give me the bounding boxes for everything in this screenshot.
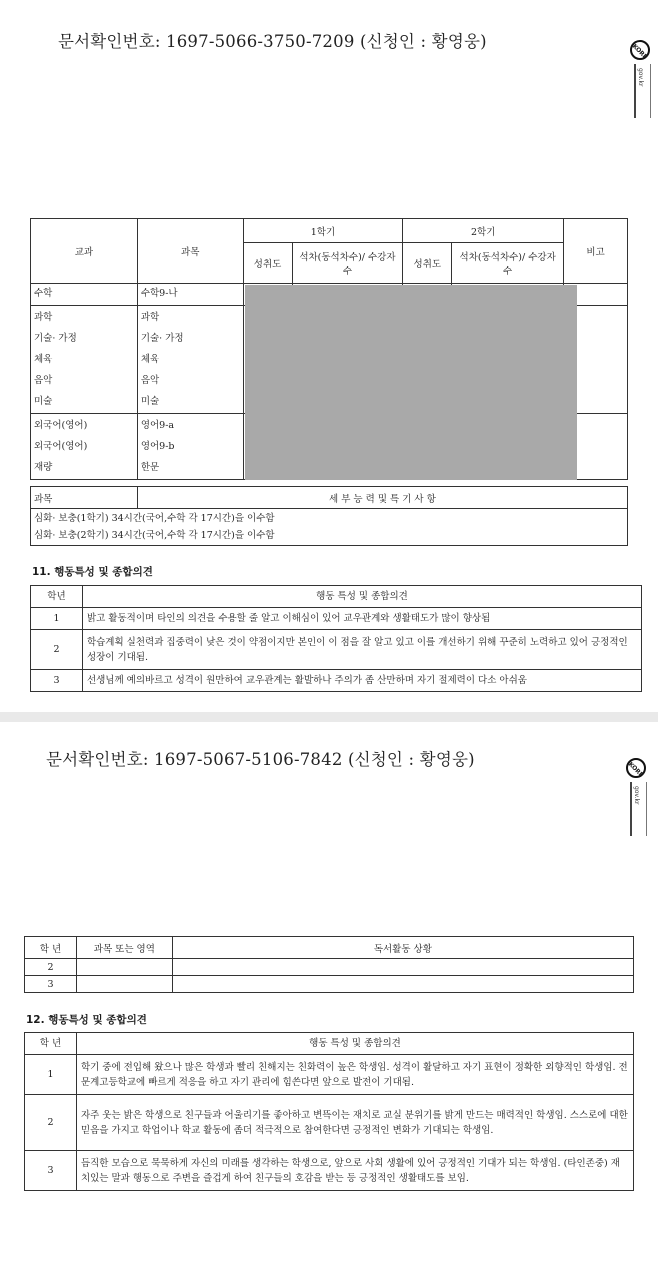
reading-header-area: 과목 또는 영역: [76, 937, 172, 959]
behavior-table: [30, 585, 642, 692]
behavior-grade: 1: [31, 608, 83, 630]
subject-area-cell: 기술· 가정: [34, 333, 77, 344]
subject-area-group: [31, 306, 138, 414]
behavior-opinion: 듬직한 모습으로 묵묵하게 자신의 미래를 생각하는 학생으로, 앞으로 사회 생활에 있어 긍정적인 기대가 되는 학생임. (타인존중) 재치있는 말과 행동으로 주변을 즐겁게 하여 친구들의 호감을 받는 등 긍정적인 생활태도를 보임.: [76, 1151, 633, 1191]
subject-area-group: [31, 414, 138, 480]
behavior-header-opinion: 행동 특성 및 종합의견: [82, 586, 641, 608]
behavior-header-opinion: 행동 특성 및 종합의견: [76, 1033, 633, 1055]
header-subject: 과목: [137, 219, 243, 284]
subject-area-cell: 미술: [34, 396, 53, 407]
behavior-table: [24, 1032, 634, 1191]
behavior-grade: 2: [25, 1095, 77, 1151]
behavior-opinion: 학기 중에 전입해 왔으나 많은 학생과 빨리 친해지는 친화력이 높은 학생임. 성격이 활달하고 자기 표현이 정확한 외향적인 학생임. 전문계고등학교에 빠르게 적응을 하고 자기 관리에 힘쓴다면 앞으로 발전이 기대됨.: [76, 1055, 633, 1095]
subject-cell: 과학: [140, 312, 160, 323]
behavior-opinion: 선생님께 예의바르고 성격이 원만하여 교우관계는 활발하나 주의가 좀 산만하며 자기 절제력이 다소 아쉬움: [82, 670, 641, 692]
subject-area-cell: 체육: [34, 354, 53, 365]
header-rank-1: 석차(동석차수)/ 수강자수: [292, 243, 403, 284]
subject-cell: 영어9-b: [140, 441, 175, 452]
subject-group: [137, 306, 243, 414]
header-rank-2: 석차(동석차수)/ 수강자수: [452, 243, 564, 284]
behavior-grade: 3: [25, 1151, 77, 1191]
subject-area-cell: 외국어(영어): [34, 441, 88, 452]
behavior-section-title: 11. 행동특성 및 종합의견: [32, 566, 153, 578]
subject-group: [137, 414, 243, 480]
gov-seal-icon: KORE gov.kr: [630, 40, 652, 118]
subject-area-cell: 음악: [34, 375, 53, 386]
header-achievement-2: 성취도: [403, 243, 452, 284]
behavior-grade: 1: [25, 1055, 77, 1095]
header-achievement-1: 성취도: [243, 243, 292, 284]
subject-cell: 영어9-a: [140, 420, 175, 431]
reading-grade: 3: [25, 976, 77, 993]
header-subject-area: 교과: [31, 219, 138, 284]
detail-header-subject: 과목: [31, 487, 138, 509]
behavior-header-grade: 학 년: [25, 1033, 77, 1055]
subject-cell: 기술· 가정: [140, 333, 184, 344]
reading-grade: 2: [25, 959, 77, 976]
document-page-2: [0, 722, 658, 1278]
subject-cell: 체육: [140, 354, 160, 365]
subject-area-cell: 재량: [34, 462, 53, 473]
behavior-opinion: 자주 웃는 밝은 학생으로 친구들과 어울리기를 좋아하고 변뜩이는 재치로 교실 분위기를 밝게 만드는 매력적인 학생임. 스스로에 대한 믿음을 가지고 학업이나 학교 활동에 좀더 적극적으로 참여한다면 긍정적인 변화가 기대되는 학생임.: [76, 1095, 633, 1151]
subject-area-cell: 과학: [34, 312, 53, 323]
subject-area-cell: 수학: [31, 284, 138, 306]
header-semester-2: 2학기: [403, 219, 564, 243]
document-number: 문서확인번호: 1697-5066-3750-7209 (신청인 : 황영웅): [58, 32, 487, 51]
subject-cell: 음악: [140, 375, 160, 386]
subject-cell: 한문: [140, 462, 160, 473]
subject-cell: 미술: [140, 396, 160, 407]
subject-area-cell: 외국어(영어): [34, 420, 88, 431]
behavior-opinion: 학습계획 실천력과 집중력이 낮은 것이 약점이지만 본인이 이 점을 잘 알고 있고 이를 개선하기 위해 꾸준히 노력하고 있어 긍정적인 성장이 기대됨.: [82, 630, 641, 670]
behavior-section-title: 12. 행동특성 및 종합의견: [26, 1014, 147, 1026]
reading-table: [24, 936, 634, 993]
behavior-grade: 2: [31, 630, 83, 670]
detail-line: 심화· 보충(2학기) 34시간(국어,수학 각 17시간)을 이수함: [34, 530, 275, 541]
redacted-grades-block: [245, 285, 577, 480]
behavior-grade: 3: [31, 670, 83, 692]
behavior-opinion: 밝고 활동적이며 타인의 의견을 수용할 줄 알고 이해심이 있어 교우관계와 생활태도가 많이 향상됨: [82, 608, 641, 630]
reading-header-grade: 학 년: [25, 937, 77, 959]
document-number: 문서확인번호: 1697-5067-5106-7842 (신청인 : 황영웅): [46, 750, 475, 769]
page-separator: [0, 712, 658, 722]
behavior-header-grade: 학년: [31, 586, 83, 608]
reading-header-status: 독서활동 상황: [172, 937, 633, 959]
detail-header-text: 세 부 능 력 및 특 기 사 항: [137, 487, 627, 509]
header-note: 비고: [564, 219, 628, 284]
subject-cell: 수학9-나: [137, 284, 243, 306]
header-semester-1: 1학기: [243, 219, 403, 243]
detail-line: 심화· 보충(1학기) 34시간(국어,수학 각 17시간)을 이수함: [34, 513, 275, 524]
detail-table: [30, 486, 628, 546]
gov-seal-icon: KORE gov.kr: [626, 758, 648, 836]
detail-lines: [31, 509, 628, 546]
